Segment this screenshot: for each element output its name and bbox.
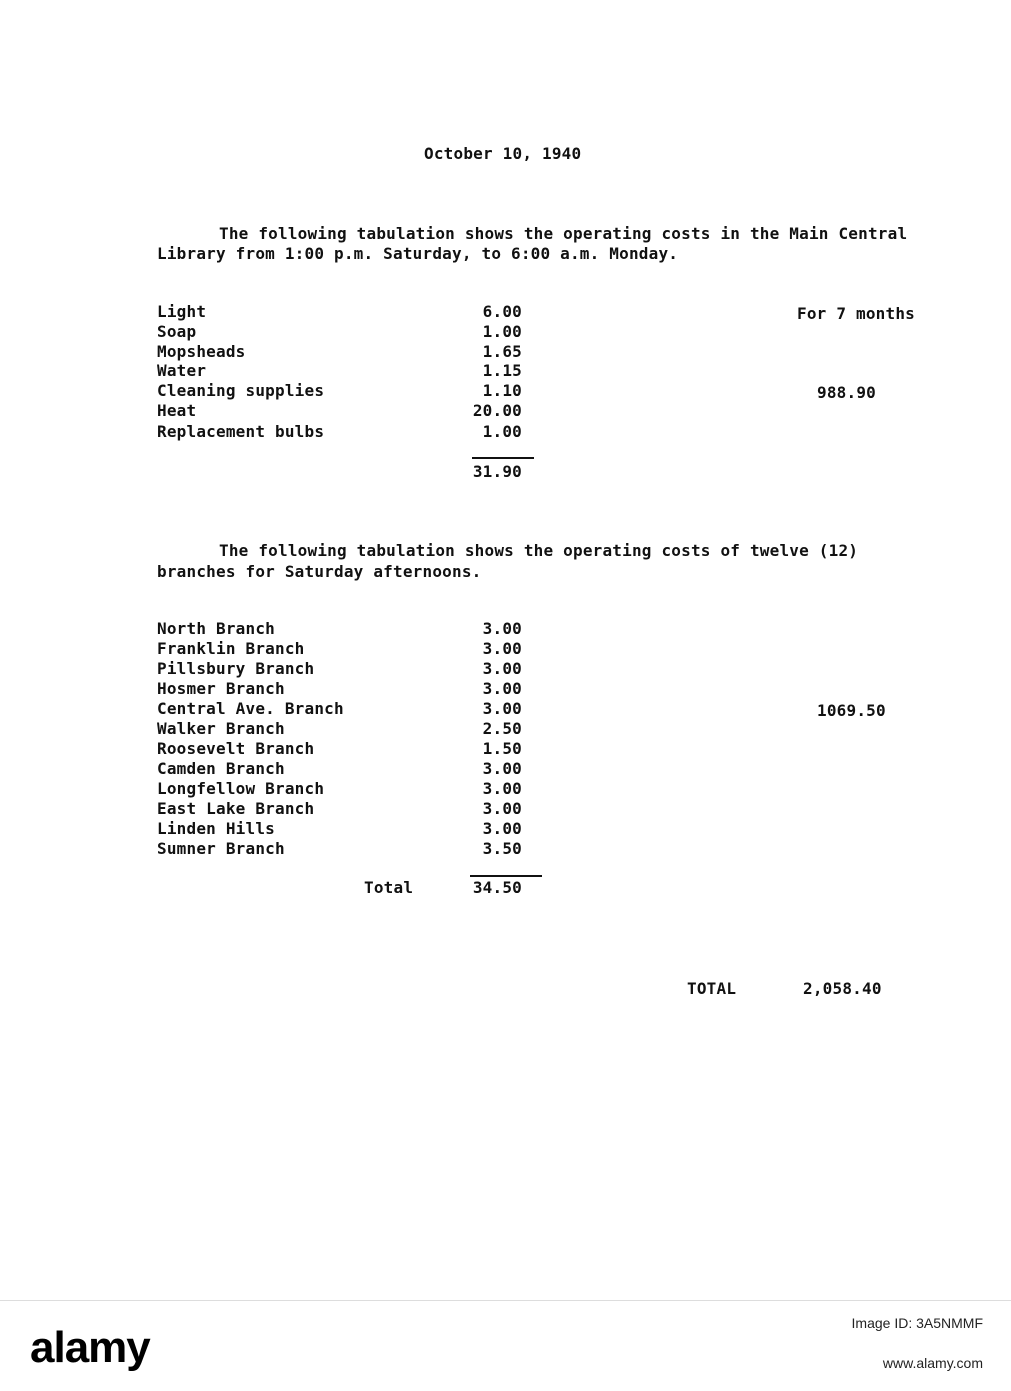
main-item-label: Replacement bulbs bbox=[157, 422, 325, 441]
main-item-amount: 1.00 bbox=[482, 422, 522, 441]
site-url[interactable]: www.alamy.com bbox=[882, 1355, 983, 1371]
stock-footer bbox=[0, 1300, 1011, 1391]
branch-item-amount: 3.00 bbox=[482, 819, 522, 838]
branch-item-amount: 3.00 bbox=[482, 679, 522, 698]
branch-item-label: Franklin Branch bbox=[157, 639, 305, 658]
main-item-label: Water bbox=[157, 361, 207, 380]
branch-item-label: Walker Branch bbox=[157, 719, 285, 738]
main-item-amount: 1.00 bbox=[482, 322, 522, 341]
main-item-amount: 1.10 bbox=[482, 381, 522, 400]
branch-item-label: Longfellow Branch bbox=[157, 779, 325, 798]
branch-item-label: Roosevelt Branch bbox=[157, 739, 315, 758]
branch-item-label: Hosmer Branch bbox=[157, 679, 285, 698]
branch-item-label: Pillsbury Branch bbox=[157, 659, 315, 678]
main-intro-line-1: The following tabulation shows the operating costs in the Main Central bbox=[219, 224, 908, 243]
alamy-logo[interactable]: alamy bbox=[30, 1323, 150, 1372]
grand-total: 2,058.40 bbox=[803, 979, 882, 998]
branch-item-amount: 3.00 bbox=[482, 699, 522, 718]
branch-item-amount: 3.00 bbox=[482, 619, 522, 638]
main-item-label: Light bbox=[157, 302, 207, 321]
main-item-amount: 20.00 bbox=[472, 401, 522, 420]
main-item-label: Soap bbox=[157, 322, 197, 341]
branch-item-label: Central Ave. Branch bbox=[157, 699, 344, 718]
branch-total-rule bbox=[470, 875, 542, 877]
branch-item-amount: 1.50 bbox=[482, 739, 522, 758]
main-item-label: Mopsheads bbox=[157, 342, 246, 361]
branch-item-amount: 3.00 bbox=[482, 799, 522, 818]
main-item-amount: 1.65 bbox=[482, 342, 522, 361]
branch-item-amount: 2.50 bbox=[482, 719, 522, 738]
branch-item-amount: 3.00 bbox=[482, 659, 522, 678]
main-note-amount: 988.90 bbox=[817, 383, 876, 402]
main-note: For 7 months bbox=[797, 304, 915, 323]
branch-item-amount: 3.00 bbox=[482, 639, 522, 658]
branch-item-amount: 3.00 bbox=[482, 759, 522, 778]
branch-item-label: Camden Branch bbox=[157, 759, 285, 778]
image-id: Image ID: 3A5NMMF bbox=[851, 1315, 983, 1331]
main-subtotal-rule bbox=[472, 457, 534, 459]
main-item-amount: 6.00 bbox=[482, 302, 522, 321]
grand-total-label: TOTAL bbox=[687, 979, 737, 998]
document-date: October 10, 1940 bbox=[424, 144, 582, 163]
branch-note-amount: 1069.50 bbox=[817, 701, 886, 720]
branch-item-label: Linden Hills bbox=[157, 819, 275, 838]
branch-item-label: East Lake Branch bbox=[157, 799, 315, 818]
branch-item-amount: 3.00 bbox=[482, 779, 522, 798]
main-item-label: Cleaning supplies bbox=[157, 381, 325, 400]
main-subtotal: 31.90 bbox=[472, 462, 522, 481]
main-item-label: Heat bbox=[157, 401, 197, 420]
main-intro-line-2: Library from 1:00 p.m. Saturday, to 6:00 a.m. Monday. bbox=[157, 244, 679, 263]
branch-item-amount: 3.50 bbox=[482, 839, 522, 858]
branch-item-label: North Branch bbox=[157, 619, 275, 638]
branch-intro-line-1: The following tabulation shows the operating costs of twelve (12) bbox=[219, 541, 859, 560]
branch-total-label: Total bbox=[364, 878, 414, 897]
branch-intro-line-2: branches for Saturday afternoons. bbox=[157, 562, 482, 581]
branch-total: 34.50 bbox=[472, 878, 522, 897]
branch-item-label: Sumner Branch bbox=[157, 839, 285, 858]
main-item-amount: 1.15 bbox=[482, 361, 522, 380]
